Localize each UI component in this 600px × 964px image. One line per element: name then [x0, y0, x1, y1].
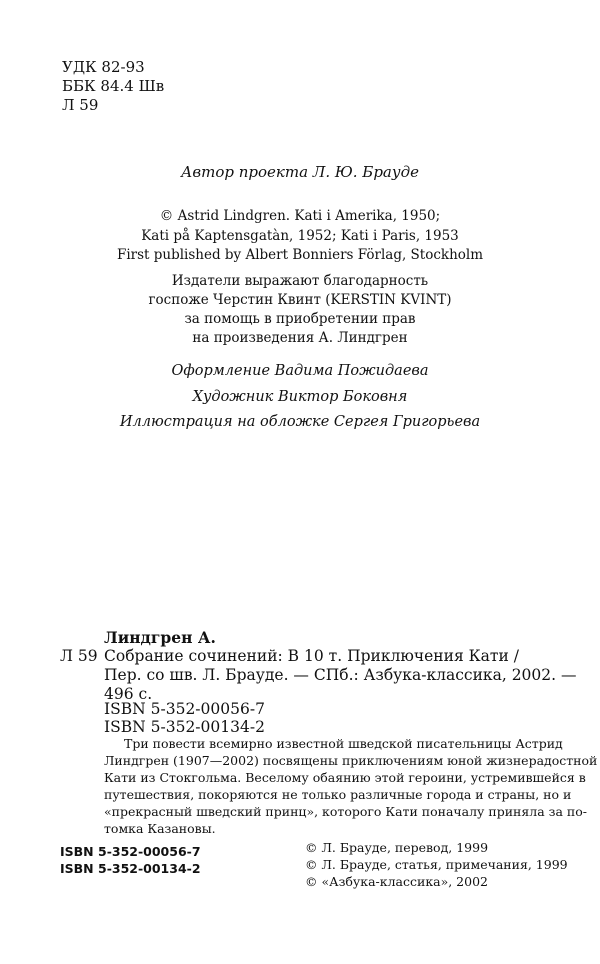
bib-author: Линдгрен А.	[104, 628, 216, 647]
annotation-line: «прекрасный шведский принц», которого Кати поначалу приняла за по-	[104, 804, 587, 819]
footer-isbn-block	[60, 843, 201, 877]
footer-copyright-line: © «Азбука-классика», 2002	[305, 874, 488, 889]
copyright-block	[0, 207, 600, 266]
footer-copyright-line: © Л. Брауде, перевод, 1999	[305, 840, 489, 855]
annotation-line: Три повести всемирно известной шведской писательницы Астрид	[124, 736, 563, 751]
copyright-line: Kati på Kaptensgatàn, 1952; Kati i Paris, 1953	[141, 227, 459, 244]
annotation-line: Линдгрен (1907—2002) посвящены приключениям юной жизнерадостной	[104, 753, 598, 768]
cover-credit: Иллюстрация на обложке Сергея Григорьева	[119, 414, 481, 430]
annotation	[104, 735, 598, 837]
thanks-line: за помощь в приобретении прав	[184, 311, 416, 327]
bib-line: Пер. со шв. Л. Брауде. — СПб.: Азбука-классика, 2002. —	[104, 666, 577, 684]
footer-isbn: ISBN 5-352-00056-7	[60, 844, 201, 859]
thanks-block	[0, 272, 600, 348]
isbn-line: ISBN 5-352-00134-2	[104, 718, 265, 736]
footer-isbn: ISBN 5-352-00134-2	[60, 861, 201, 876]
annotation-line: томка Казановы.	[104, 821, 216, 836]
design-credit: Оформление Вадима Пожидаева	[171, 363, 429, 379]
annotation-line: Кати из Стокгольма. Веселому обаянию этой героини, устремившейся в	[104, 770, 586, 785]
project-author: Автор проекта Л. Ю. Брауде	[181, 163, 419, 181]
copyright-line: First published by Albert Bonniers Förlag, Stockholm	[116, 247, 484, 263]
author-mark: Л 59	[62, 96, 99, 114]
classification-block	[62, 58, 164, 115]
isbn-list	[104, 700, 265, 736]
udk-code: УДК 82-93	[62, 58, 145, 76]
bib-line: 496 с.	[104, 685, 153, 703]
bib-line: Собрание сочинений: В 10 т. Приключения Кати /	[104, 647, 519, 665]
thanks-line: на произведения А. Линдгрен	[192, 330, 408, 346]
thanks-line: Издатели выражают благодарность	[171, 273, 429, 289]
bbk-code: ББК 84.4 Шв	[62, 77, 165, 95]
bib-description	[104, 647, 577, 704]
copyright-line: © Astrid Lindgren. Kati i Amerika, 1950;	[159, 208, 441, 224]
annotation-line: путешествия, покоряются не только различные города и страны, но и	[104, 787, 572, 802]
bib-code: Л 59	[60, 647, 98, 665]
footer-copyright-line: © Л. Брауде, статья, примечания, 1999	[305, 857, 568, 872]
footer-copyrights	[305, 839, 568, 890]
isbn-line: ISBN 5-352-00056-7	[104, 700, 265, 718]
illustrator-credit: Художник Виктор Боковня	[192, 389, 408, 405]
thanks-line: госпоже Черстин Квинт (KERSTIN KVINT)	[148, 292, 452, 308]
